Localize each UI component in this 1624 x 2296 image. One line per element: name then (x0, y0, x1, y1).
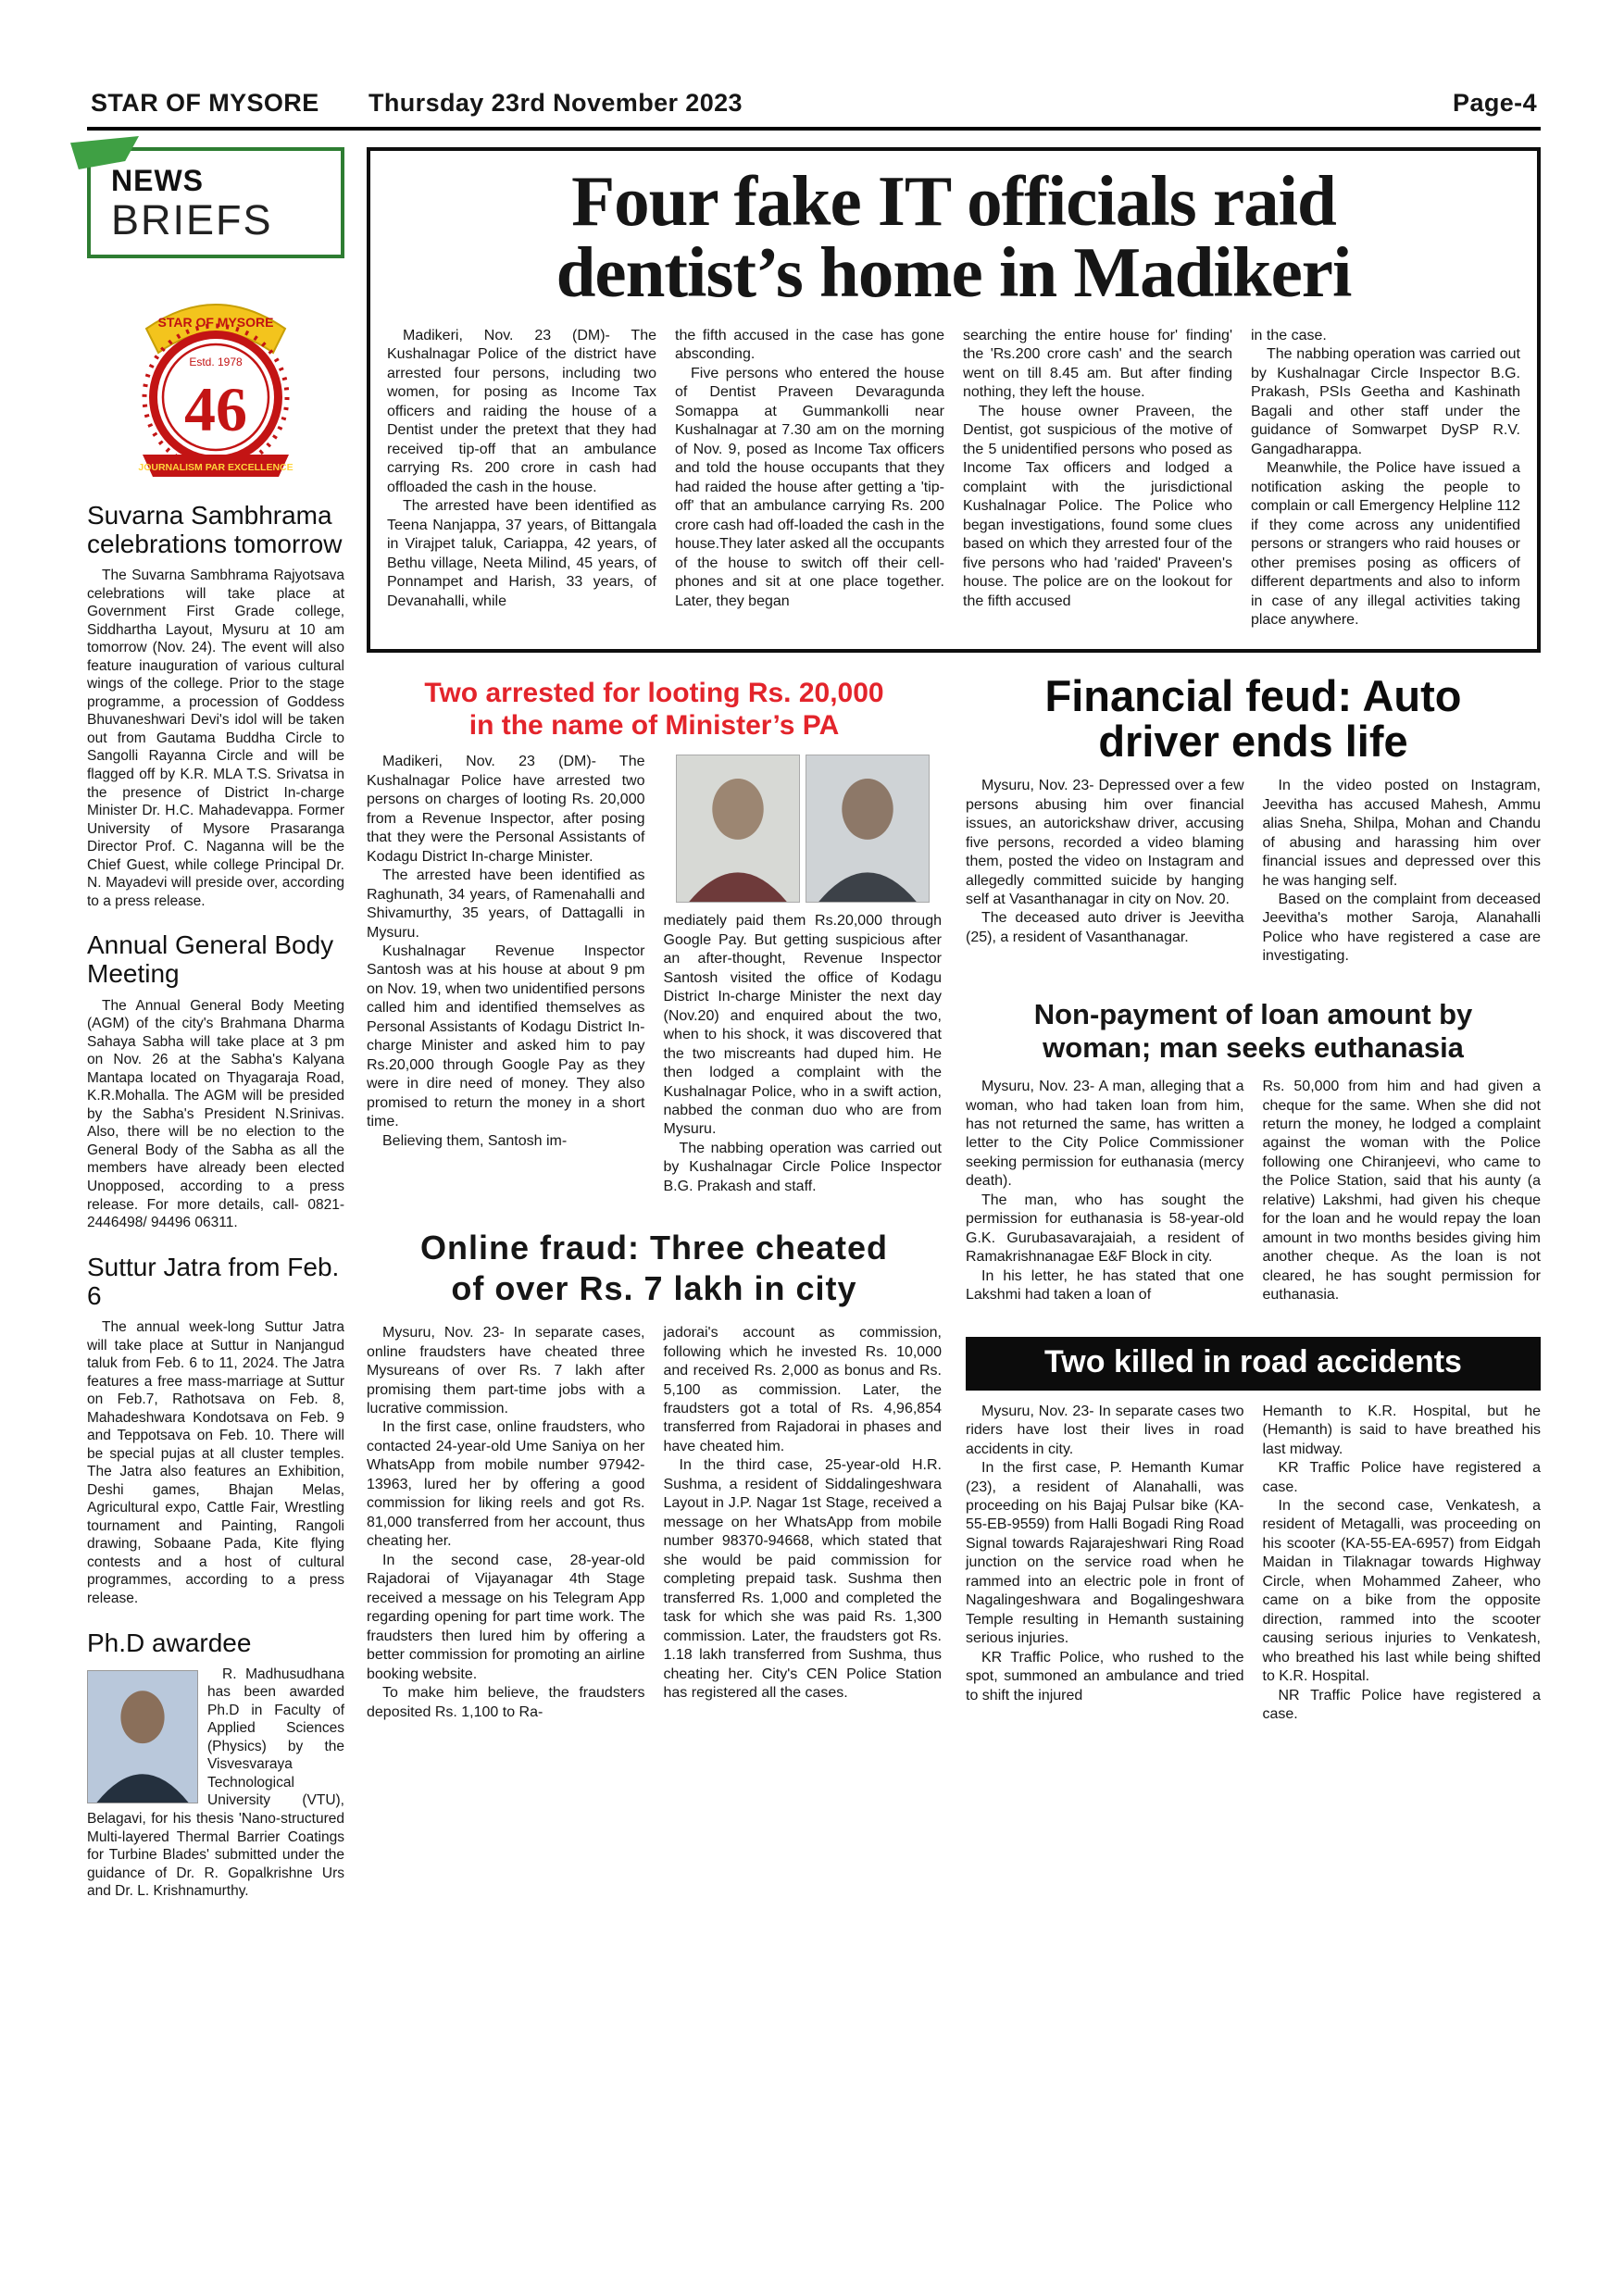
paragraph: Meanwhile, the Police have issued a notification asking the people to complain or call Emergency Helpline 112 if they come across any unidentified persons or strangers who raid houses or other premises posing as officers of different departments and also to inform in case of any illegal activities taking place anywhere. (1251, 460, 1520, 629)
brief-body: The Annual General Body Meeting (AGM) of the city's Brahmana Dharma Sahaya Sabha will take place at 3 pm on Nov. 26 at the Sabha's Kalyana Mantapa located on Thyagaraja Road, K.R.Mohalla. The AGM will be presided by the Sabha's President N.Srinivas. Also, there will be no election to the General Body of the Sabha as all the members have already been elected Unopposed, according to a press release. For more details, call- 0821- 2446498/ 94496 06311. (87, 997, 344, 1231)
paragraph: Based on the complaint from deceased Jeevitha's mother Saroja, Alanahalli Police who have registered a case are investigating. (1262, 892, 1541, 965)
brief-body: The annual week-long Suttur Jatra will take place at Suttur in Nanjangud taluk from Feb. 6 to 11, 2024. The Jatra features a free mass-marriage at Suttur on Feb.7, Rathotsava on Feb. 8, Mahadeshwara Kondotsava on Feb. 9 and Teppotsava on Feb. 10. There will be special pujas at all cluster temples. The Jatra also features an Exhibition, Deshi games, Bhajan Melas, Agricultural expo, Cattle Fair, Wrestling tournament and Painting, Rangoli drawing, Sobaane Pada, Kite flying contests and a host of cultural programmes, according to a press release. (87, 1319, 344, 1606)
loan-column-1 (966, 1078, 1244, 1305)
paragraph: In the third case, 25-year-old H.R. Sushma, a resident of Siddalingeshwara Layout in J.P. Nagar 1st Stage, received a message on her WhatsApp from mobile number 98370-94668, which stated that she would be paid commission for completing prepaid task. Sushma then transferred Rs. 1,000 and completed the task for which she was paid Rs. 1,300 commission. Later, the fraudsters got Rs. 1.18 lakh transferred from Sushma, thus cheating her. City's CEN Police Station has registered all the cases. (663, 1457, 942, 1702)
lead-column-2 (675, 327, 944, 630)
star-of-mysore-emblem (128, 271, 304, 480)
lead-headline-line-1: Four fake IT officials raid (571, 161, 1336, 241)
looting-column-2 (664, 753, 943, 1196)
brief-heading: Suvarna Sambhrama celebrations tomorrow (87, 500, 343, 558)
brief-body: R. Madhusudhana has been awarded Ph.D in Faculty of Applied Sciences (Physics) by the Visvesvaraya Technological University (VTU), Belagavi, for his thesis 'Nano-structured Multi-layered Thermal Barrier Coatings for Turbine Blades' submitted under the guidance of Dr. R. Gopalkrishne Urs and Dr. L. Krishnamurthy. (87, 1666, 344, 1900)
news-briefs-title-news: NEWS (111, 164, 204, 197)
brief-heading: Suttur Jatra from Feb. 6 (87, 1252, 340, 1310)
paragraph: Rs. 50,000 from him and had given a cheque for the same. When she did not return the money, he lodged a complaint against the woman with the Police following one Chiranjeevi, who came to the Police Station, said that his aunty (a relative) Lakshmi, had given his cheque for the loan and he would repay the loan amount in two months besides giving him another cheque. As the loan is not cleared, he has sought permission for euthanasia. (1262, 1079, 1541, 1304)
brief-heading: Ph.D awardee (87, 1628, 252, 1657)
mugshot-photo-1 (676, 755, 800, 903)
header-rule (87, 127, 1541, 131)
phd-awardee-photo (87, 1670, 198, 1803)
emblem-estd-text: Estd. 1978 (189, 355, 243, 368)
paragraph: Madikeri, Nov. 23 (DM)- The Kushalnagar Police of the district have arrested four persons, including two women, for posing as Income Tax officers and raiding the house of a Dentist under the pretext that they had received tip-off that an ambulance carrying Rs. 200 crore in cash had offloaded the cash in the house. (387, 328, 656, 495)
page-header (87, 89, 1541, 127)
paragraph: To make him believe, the fraudsters deposited Rs. 1,100 to Ra- (367, 1685, 645, 1720)
brief-item-phd-awardee (87, 1628, 344, 1901)
loan-euthanasia-article (966, 998, 1541, 1305)
brief-body: The Suvarna Sambhrama Rajyotsava celebrations will take place at Government First Grade college, Siddhartha Layout, Mysuru at 10 am tomorrow (Nov. 24). The event will also feature inauguration of various cultural wings of the college. Prior to the stage programme, a procession of Goddess Bhuvaneshwari Devi's idol will be taken out from Gautama Buddha Circle to Sangolli Rayanna Circle and will be flagged off by K.R. MLA T.S. Srivatsa in the presence of District In-charge Minister Dr. H.C. Mahadevappa. Former University of Mysore Prasaranga Director Prof. C. Naganna will be the Chief Guest, while college Principal Dr. N. Mayadevi will preside over, according to a press release. (87, 568, 344, 909)
paragraph: The nabbing operation was carried out by Kushalnagar Circle Police Inspector B.G. Prakash and staff. (663, 1140, 942, 1194)
news-briefs-header (87, 147, 344, 258)
news-briefs-sidebar (87, 147, 344, 1901)
lead-column-4 (1251, 327, 1520, 630)
edition-date: Thursday 23rd November 2023 (369, 89, 743, 117)
paragraph: KR Traffic Police, who rushed to the spot, summoned an ambulance and tried to shift the injured (966, 1649, 1244, 1703)
accidents-column-2 (1263, 1403, 1542, 1725)
paragraph: KR Traffic Police have registered a case. (1262, 1460, 1541, 1495)
mugshot-photo-2 (806, 755, 930, 903)
financial-feud-headline-line-1: Financial feud: Auto (1044, 670, 1462, 720)
online-fraud-article (367, 1228, 942, 1722)
financial-column-2 (1263, 777, 1542, 967)
paragraph: in the case. (1251, 328, 1327, 343)
loan-column-2 (1263, 1078, 1542, 1305)
paragraph: In the second case, Venkatesh, a resident of Metagalli, was proceeding on his scooter (KA-55-EA-6957) from Eidgah Maidan in Tilaknagar towards Highway Circle, when Mohammed Zaheer, who came on a bike from the opposite direction, rammed into the scooter causing serious injuries to Venkatesh, who breathed his last while being shifted to K.R. Hospital. (1262, 1498, 1541, 1685)
brief-item-suvarna-sambhrama (87, 501, 344, 911)
financial-feud-headline-line-2: driver ends life (1098, 716, 1408, 766)
paragraph: jadorai's account as commission, following which he invested Rs. 10,000 and received Rs. 2,000 as bonus and Rs. 5,100 as commission. Later, the fraudsters got a total of Rs. 4,96,854 transferred from Rajadorai in phases and have cheated him. (663, 1325, 942, 1454)
masthead: STAR OF MYSORE (91, 89, 319, 117)
paragraph: The deceased auto driver is Jeevitha (25), a resident of Vasanthanagar. (966, 910, 1244, 945)
looting-headline-line-2: in the name of Minister’s PA (468, 709, 840, 741)
paragraph: searching the entire house for' finding' the 'Rs.200 crore cash' and the search went on till 8.45 am. But after finding nothing, they left the house. (963, 328, 1232, 401)
lead-column-3 (963, 327, 1232, 630)
looting-headline-line-1: Two arrested for looting Rs. 20,000 (424, 677, 884, 708)
road-accidents-article (966, 1337, 1541, 1725)
paragraph: In the first case, P. Hemanth Kumar (23), a resident of Alanahalli, was proceeding on his Bajaj Pulsar bike (KA-55-EB-9559) from Halli Bogadi Ring Road Signal towards Rajarajeshwari Ring Road junction on the service road when he rammed into an electric pole in front of Nagalingeshwara and Bogalingeshwara Temple resulting in Hemanth sustaining serious injuries. (966, 1460, 1244, 1647)
paragraph: Madikeri, Nov. 23 (DM)- The Kushalnagar Police have arrested two persons on charges of looting Rs. 20,000 from a Revenue Inspector, after posing that they were the Personal Assistants of Kodagu District In-charge Minister. (367, 754, 645, 865)
accidents-column-1 (966, 1403, 1244, 1725)
financial-column-1 (966, 777, 1244, 967)
paragraph: Mysuru, Nov. 23- In separate cases, online fraudsters have cheated three Mysureans of over Rs. 7 lakh after promising them part-time jobs with a lucrative commission. (367, 1325, 645, 1416)
paragraph: Mysuru, Nov. 23- Depressed over a few persons abusing him over financial issues, an autorickshaw driver, accusing five persons, recorded a video blaming them, posted the video on Instagram and allegedly committed suicide by hanging self at Vasanthanagar in city on Nov. 20. (966, 778, 1244, 907)
paragraph: The nabbing operation was carried out by Kushalnagar Circle Inspector B.G. Prakash, PSIs Geetha and Kashinath Bagali and other staff under the guidance of Somwarpet DySP R.V. Gangadharappa. (1251, 346, 1520, 457)
paragraph: The arrested have been identified as Raghunath, 34 years, of Ramenahalli and Shivamurthy, 35 years, of Dattagalli in Mysuru. (367, 867, 645, 941)
looting-column-1 (367, 753, 645, 1196)
paragraph: The arrested have been identified as Teena Nanjappa, 37 years, of Bittangala in Virajpet taluk, Cariappa, 42 years, of Bethu village, Neeta Milind, 45 years, of Ponnampet and Harish, 33 years, of Devanahalli, while (387, 498, 656, 609)
loan-euthanasia-headline (966, 998, 1541, 1066)
paragraph: Kushalnagar Revenue Inspector Santosh was at his house at about 9 pm on Nov. 19, when two unidentified persons called him and identified themselves as Personal Assistants of Kodagu District In-charge Minister and asked him to pay Rs.20,000 through Google Pay as they were in dire need of money. They also promised to return the money in a short time. (367, 942, 645, 1130)
financial-feud-headline (966, 670, 1541, 766)
lead-column-1 (387, 327, 656, 630)
paragraph: In the video posted on Instagram, Jeevitha has accused Mahesh, Ammu alias Sneha, Shilpa, Mohan and Chandu of abusing and harassing him over financial issues and depressed over this he was hanging self. (1262, 778, 1541, 889)
emblem-banner-text: STAR OF MYSORE (157, 314, 274, 330)
fraud-column-1 (367, 1324, 645, 1722)
paragraph: Five persons who entered the house of Dentist Praveen Devaragunda Somappa at Gummankolli near Kushalnagar at 7.30 am on the morning of Nov. 9, posed as Income Tax officers and told the house occupants that they had raided the house after getting a 'tip-off' that an ambulance carrying Rs. 200 crore cash had off-loaded the cash in the house.They later asked all the occupants of the house to switch off their cell-phones and sit at one place together. Later, they began (675, 365, 944, 609)
brief-item-agm (87, 930, 344, 1231)
paragraph: mediately paid them Rs.20,000 through Google Pay. But getting suspicious after an after-thought, Revenue Inspector Santosh visited the office of Kodagu District In-charge Minister the next day (Nov.20) and enquired about the two, when to his shock, it was discovered that the two miscreants had duped him. He then lodged a complaint with the Kushalnagar Police, who in a swift action, nabbed the conman duo who are from Mysuru. (663, 913, 942, 1138)
paragraph: Mysuru, Nov. 23- In separate cases two riders have lost their lives in road accidents in city. (966, 1403, 1244, 1457)
paragraph: NR Traffic Police have registered a case. (1262, 1687, 1541, 1723)
mugshot-photos (664, 755, 943, 903)
road-accidents-banner: Two killed in road accidents (966, 1337, 1541, 1391)
brief-item-suttur-jatra (87, 1253, 344, 1608)
lead-headline (387, 161, 1520, 312)
paragraph: In the second case, 28-year-old Rajadorai of Vijayanagar 4th Stage received a message on his Telegram App regarding opening for part time work. The fraudsters then lured him by offering a better commission for promoting an airline booking website. (367, 1552, 645, 1682)
news-briefs-title-briefs: BRIEFS (111, 196, 273, 243)
paragraph: The man, who has sought the permission for euthanasia is 58-year-old G.K. Gurubasavarajaiah, a resident of Ramakrishnanagae E&F Block in city. (966, 1192, 1244, 1266)
paragraph: The house owner Praveen, the Dentist, got suspicious of the motive of the 5 unidentified persons who posed as Income Tax officers and lodged a complaint with the jurisdictional Kushalnagar Police. The Police who began investigations, found some clues based on which they arrested four of the five persons who had 'raided' Praveen's house. The police are on the lookout for the fifth accused (963, 403, 1232, 609)
online-fraud-headline-line-1: Online fraud: Three cheated (419, 1229, 889, 1267)
looting-headline (367, 677, 942, 742)
brief-heading: Annual General Body Meeting (87, 930, 334, 989)
paragraph: Mysuru, Nov. 23- A man, alleging that a woman, who had taken loan from him, has not returned the same, has written a letter to the City Police Commissioner seeking permission for euthanasia (mercy death). (966, 1079, 1244, 1190)
financial-feud-article (966, 670, 1541, 967)
loan-headline-line-1: Non-payment of loan amount by (1033, 997, 1473, 1030)
emblem-ribbon-text: JOURNALISM PAR EXCELLENCE (138, 461, 294, 473)
paragraph: In the first case, online fraudsters, who contacted 24-year-old Ume Saniya on her WhatsApp from mobile number 97942-13963, lured her by offering a good commission for liking reels and got Rs. 81,000 transferred from her account, thus cheating her. (367, 1419, 645, 1550)
lead-headline-line-2: dentist’s home in Madikeri (556, 232, 1352, 312)
loan-headline-line-2: woman; man seeks euthanasia (1043, 1031, 1464, 1065)
paragraph: the fifth accused in the case has gone absconding. (675, 328, 944, 363)
page-number: Page-4 (1453, 89, 1537, 117)
lead-article (367, 147, 1541, 653)
fraud-column-2 (664, 1324, 943, 1722)
emblem-number: 46 (184, 373, 247, 444)
online-fraud-headline (367, 1228, 942, 1309)
online-fraud-headline-line-2: of over Rs. 7 lakh in city (451, 1269, 857, 1308)
paragraph: In his letter, he has stated that one Lakshmi had taken a loan of (966, 1267, 1244, 1304)
paragraph: Hemanth to K.R. Hospital, but he (Hemanth) is said to have breathed his last midway. (1262, 1403, 1541, 1457)
paragraph: Believing them, Santosh im- (382, 1132, 568, 1149)
looting-article (367, 677, 942, 1197)
